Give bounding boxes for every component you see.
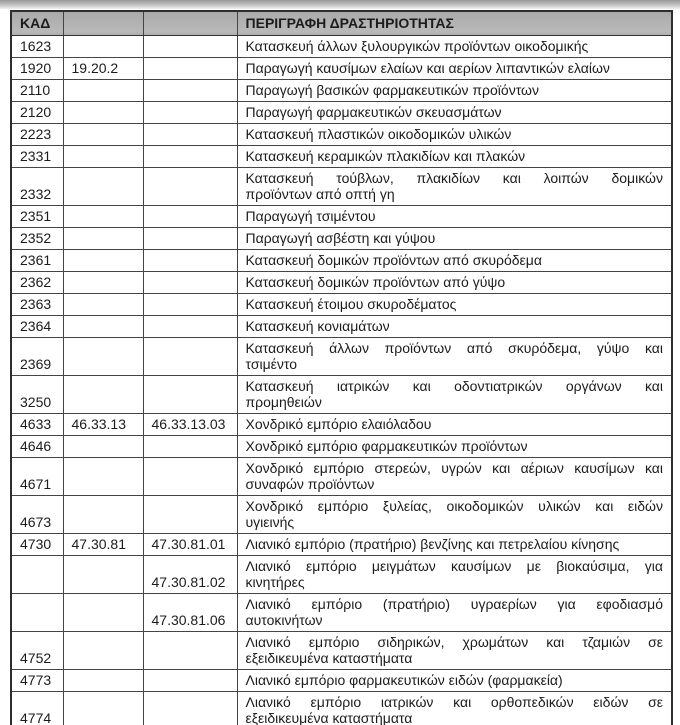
sub2-code-cell: 47.30.81.02: [143, 555, 237, 593]
description-line: τσιμέντο: [245, 355, 298, 372]
header-row: [11, 11, 672, 35]
description-cell: [237, 533, 672, 555]
sub-code-cell: [63, 315, 143, 337]
sub-code-cell: [63, 79, 143, 101]
kad-cell: 2120: [11, 101, 63, 123]
scan-edge-artifact: [0, 0, 680, 9]
description-cell: [237, 337, 672, 375]
kad-cell: 4730: [11, 533, 63, 555]
header-sub-code: [63, 11, 143, 35]
description-cell: [237, 101, 672, 123]
sub2-code-cell: [143, 375, 237, 413]
header-sub2-code: [143, 11, 237, 35]
kad-cell: 3250: [11, 375, 63, 413]
sub2-code-cell: [143, 35, 237, 57]
kad-cell: 2332: [11, 167, 63, 205]
sub-code-cell: 46.33.13: [63, 413, 143, 435]
table-row: [11, 669, 672, 691]
sub-code-cell: [63, 123, 143, 145]
kad-cell: 1920: [11, 57, 63, 79]
sub2-code-cell: [143, 293, 237, 315]
kad-cell: 2369: [11, 337, 63, 375]
description-cell: [237, 691, 672, 725]
kad-activity-table: [10, 10, 673, 725]
description-cell: [237, 227, 672, 249]
description-cell: [237, 435, 672, 457]
sub-code-cell: [63, 457, 143, 495]
description-cell: [237, 375, 672, 413]
description-line: Κατασκευή τούβλων, πλακιδίων και λοιπών δομικών: [245, 169, 663, 186]
sub2-code-cell: [143, 79, 237, 101]
description-cell: [237, 249, 672, 271]
table-row: [11, 249, 672, 271]
description-cell: [237, 293, 672, 315]
description-line: Παραγωγή καυσίμων ελαίων και αερίων λιπαντικών ελαίων: [245, 59, 610, 76]
kad-cell: 2110: [11, 79, 63, 101]
description-line: Λιανικό εμπόριο (πρατήριο) βενζίνης και πετρελαίου κίνησης: [245, 535, 620, 552]
description-line: Λιανικό εμπόριο ιατρικών και ορθοπεδικών ειδών σε: [245, 693, 663, 710]
sub-code-cell: [63, 495, 143, 533]
description-line: Λιανικό εμπόριο μειγμάτων καυσίμων με βιοκαύσιμα, για: [245, 557, 663, 574]
description-line: Κατασκευή πλαστικών οικοδομικών υλικών: [245, 125, 512, 142]
sub2-code-cell: 47.30.81.01: [143, 533, 237, 555]
header-description: ΠΕΡΙΓΡΑΦΗ ΔΡΑΣΤΗΡΙΟΤΗΤΑΣ: [237, 11, 672, 35]
kad-cell: 2363: [11, 293, 63, 315]
description-cell: [237, 35, 672, 57]
kad-cell: 4646: [11, 435, 63, 457]
sub-code-cell: [63, 167, 143, 205]
sub2-code-cell: [143, 205, 237, 227]
description-cell: [237, 669, 672, 691]
kad-cell: 2223: [11, 123, 63, 145]
description-line: Κατασκευή δομικών προϊόντων από σκυρόδεμα: [245, 251, 542, 268]
sub-code-cell: [63, 555, 143, 593]
table-row: [11, 315, 672, 337]
table-header: [11, 11, 672, 35]
sub2-code-cell: [143, 249, 237, 271]
table-row: [11, 631, 672, 669]
sub-code-cell: [63, 631, 143, 669]
table-row: [11, 227, 672, 249]
description-line: Χονδρικό εμπόριο φαρμακευτικών προϊόντων: [245, 437, 528, 454]
table-row: [11, 123, 672, 145]
sub2-code-cell: [143, 691, 237, 725]
description-cell: [237, 205, 672, 227]
description-cell: [237, 495, 672, 533]
description-line: προμηθειών: [245, 393, 322, 410]
table-body: [11, 35, 672, 725]
description-line: Παραγωγή φαρμακευτικών σκευασμάτων: [245, 103, 502, 120]
description-cell: [237, 631, 672, 669]
table-row: [11, 495, 672, 533]
description-line: Παραγωγή ασβέστη και γύψου: [245, 229, 436, 246]
sub2-code-cell: [143, 631, 237, 669]
sub-code-cell: [63, 101, 143, 123]
sub-code-cell: [63, 669, 143, 691]
table-row: [11, 57, 672, 79]
description-cell: [237, 593, 672, 631]
table-row: [11, 457, 672, 495]
table-row: [11, 413, 672, 435]
description-line: Κατασκευή δομικών προϊόντων από γύψο: [245, 273, 506, 290]
table-row: [11, 35, 672, 57]
description-cell: [237, 413, 672, 435]
kad-cell: 2362: [11, 271, 63, 293]
kad-cell: 2331: [11, 145, 63, 167]
description-line: Κατασκευή έτοιμου σκυροδέματος: [245, 295, 457, 312]
description-cell: [237, 457, 672, 495]
table-row: [11, 167, 672, 205]
kad-cell: 4671: [11, 457, 63, 495]
description-line: κινητήρες: [245, 573, 305, 590]
kad-cell: [11, 555, 63, 593]
kad-cell: 1623: [11, 35, 63, 57]
sub2-code-cell: [143, 271, 237, 293]
sub2-code-cell: [143, 495, 237, 533]
sub-code-cell: 19.20.2: [63, 57, 143, 79]
sub-code-cell: [63, 145, 143, 167]
sub2-code-cell: [143, 227, 237, 249]
description-cell: [237, 145, 672, 167]
description-line: Κατασκευή κεραμικών πλακιδίων και πλακών: [245, 147, 526, 164]
sub2-code-cell: [143, 57, 237, 79]
description-cell: [237, 271, 672, 293]
kad-cell: 4633: [11, 413, 63, 435]
sub-code-cell: [63, 227, 143, 249]
sub-code-cell: [63, 375, 143, 413]
kad-cell: 2361: [11, 249, 63, 271]
kad-cell: 2352: [11, 227, 63, 249]
sub-code-cell: [63, 35, 143, 57]
description-cell: [237, 315, 672, 337]
sub-code-cell: [63, 293, 143, 315]
kad-cell: 4673: [11, 495, 63, 533]
table-row: [11, 593, 672, 631]
description-cell: [237, 79, 672, 101]
sub2-code-cell: [143, 145, 237, 167]
table-row: [11, 691, 672, 725]
description-line: Παραγωγή βασικών φαρμακευτικών προϊόντων: [245, 81, 539, 98]
sub-code-cell: 47.30.81: [63, 533, 143, 555]
description-line: Κατασκευή άλλων ξυλουργικών προϊόντων οικοδομικής: [245, 37, 589, 54]
sub2-code-cell: [143, 167, 237, 205]
description-line: εξειδικευμένα καταστήματα: [245, 649, 413, 666]
kad-cell: 2351: [11, 205, 63, 227]
description-line: Χονδρικό εμπόριο ελαιόλαδου: [245, 415, 432, 432]
description-line: Χονδρικό εμπόριο στερεών, υγρών και αέριων καυσίμων και: [245, 459, 663, 476]
table-row: [11, 101, 672, 123]
sub2-code-cell: [143, 669, 237, 691]
description-line: συναφών προϊόντων: [245, 475, 375, 492]
description-line: προϊόντων από οπτή γη: [245, 185, 395, 202]
table-row: [11, 375, 672, 413]
sub-code-cell: [63, 271, 143, 293]
sub-code-cell: [63, 205, 143, 227]
sub2-code-cell: [143, 337, 237, 375]
description-cell: [237, 555, 672, 593]
kad-cell: 4773: [11, 669, 63, 691]
kad-cell: 4774: [11, 691, 63, 725]
description-line: υγιεινής: [245, 513, 295, 530]
table-row: [11, 533, 672, 555]
description-line: Παραγωγή τσιμέντου: [245, 207, 376, 224]
sub2-code-cell: [143, 315, 237, 337]
table-row: [11, 555, 672, 593]
sub2-code-cell: [143, 101, 237, 123]
table-row: [11, 337, 672, 375]
kad-cell: 4752: [11, 631, 63, 669]
table-row: [11, 293, 672, 315]
table-row: [11, 145, 672, 167]
sub2-code-cell: [143, 123, 237, 145]
description-line: Κατασκευή άλλων προϊόντων από σκυρόδεμα, γύψο και: [245, 339, 663, 356]
description-line: αυτοκινήτων: [245, 611, 323, 628]
description-line: Λιανικό εμπόριο φαρμακευτικών ειδών (φαρμακεία): [245, 671, 563, 688]
sub2-code-cell: 47.30.81.06: [143, 593, 237, 631]
header-kad: ΚΑΔ: [11, 11, 63, 35]
table-row: [11, 435, 672, 457]
kad-cell: [11, 593, 63, 631]
description-line: Κατασκευή κονιαμάτων: [245, 317, 390, 334]
kad-cell: 2364: [11, 315, 63, 337]
description-cell: [237, 123, 672, 145]
sub-code-cell: [63, 249, 143, 271]
sub2-code-cell: [143, 435, 237, 457]
sub2-code-cell: 46.33.13.03: [143, 413, 237, 435]
description-line: Χονδρικό εμπόριο ξυλείας, οικοδομικών υλικών και ειδών: [245, 497, 663, 514]
description-line: Λιανικό εμπόριο σιδηρικών, χρωμάτων και τζαμιών σε: [245, 633, 663, 650]
description-cell: [237, 167, 672, 205]
description-line: Λιανικό εμπόριο (πρατήριο) υγραερίων για εφοδιασμό: [245, 595, 663, 612]
table-row: [11, 79, 672, 101]
table-row: [11, 271, 672, 293]
sub-code-cell: [63, 337, 143, 375]
table-row: [11, 205, 672, 227]
sub2-code-cell: [143, 457, 237, 495]
sub-code-cell: [63, 691, 143, 725]
sub-code-cell: [63, 593, 143, 631]
description-cell: [237, 57, 672, 79]
description-line: εξειδικευμένα καταστήματα: [245, 709, 413, 725]
sub-code-cell: [63, 435, 143, 457]
description-line: Κατασκευή ιατρικών και οδοντιατρικών οργάνων και: [245, 377, 663, 394]
